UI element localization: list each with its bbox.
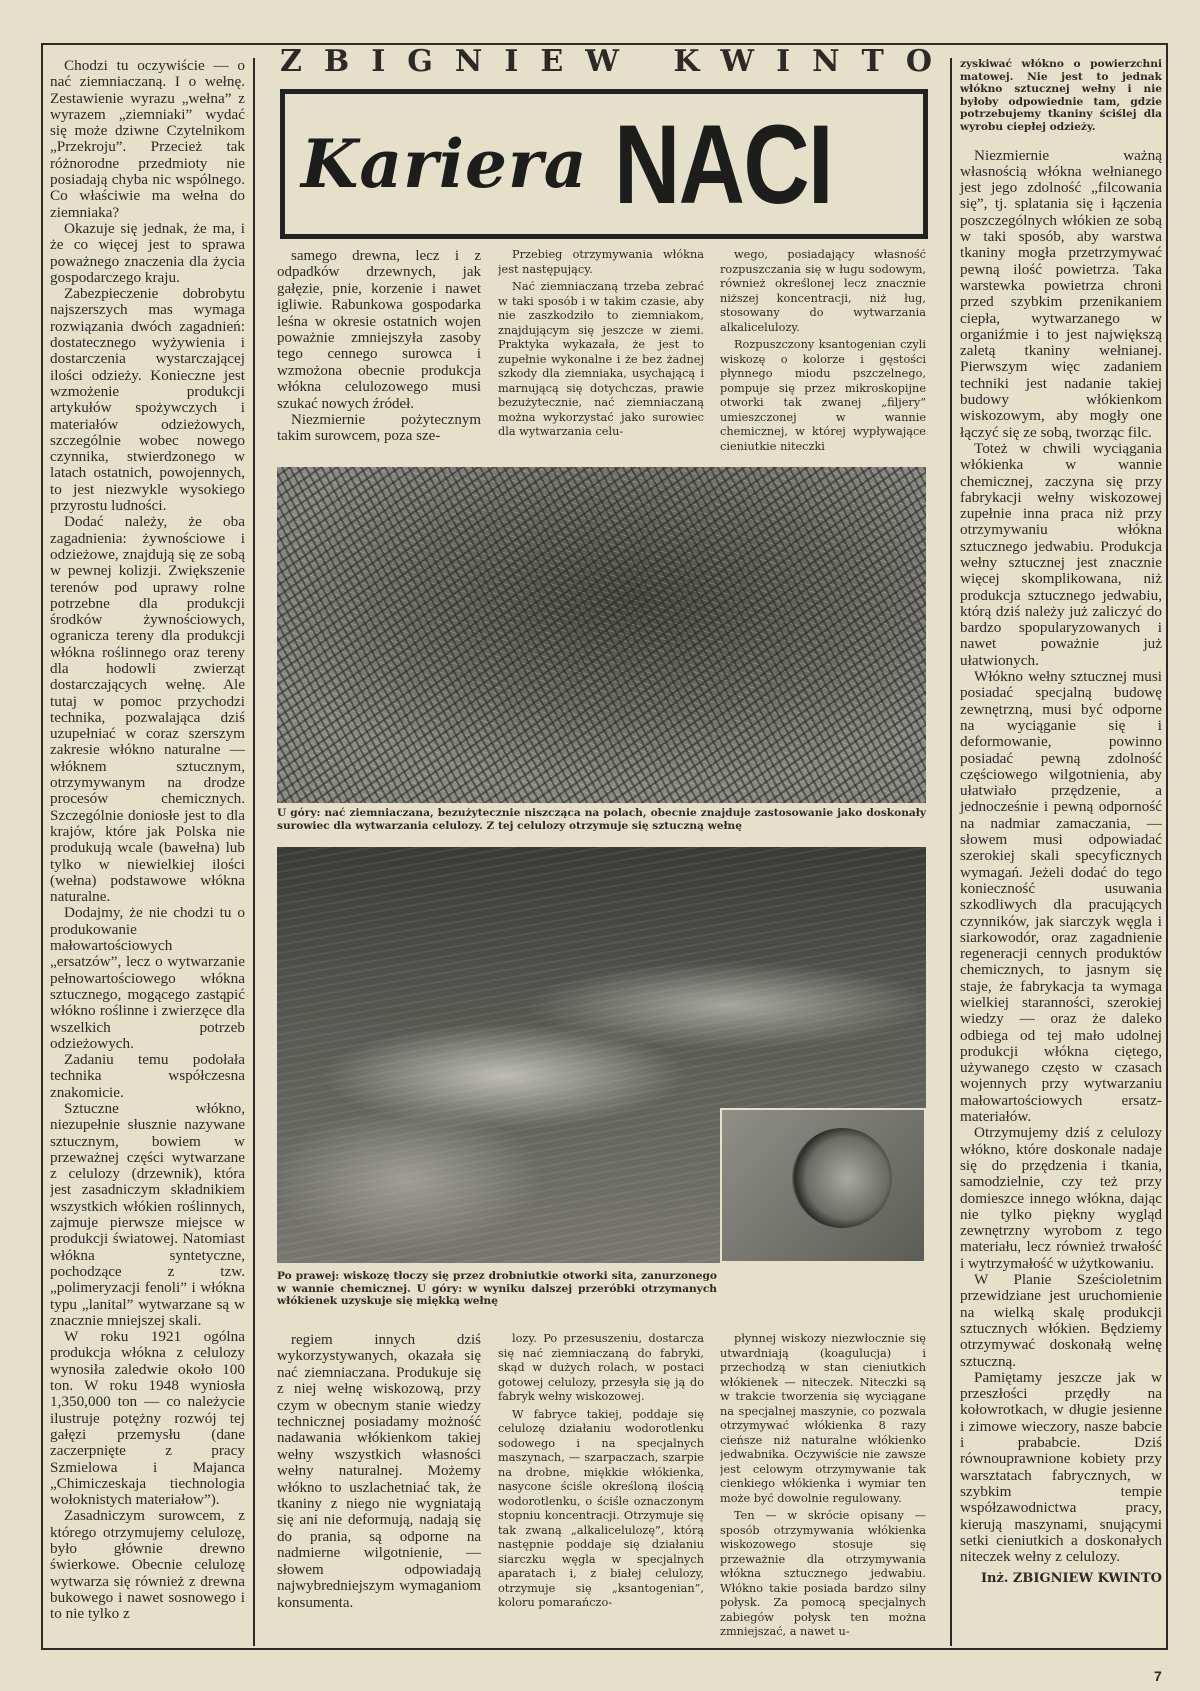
paragraph: Dodajmy, że nie chodzi tu o produkowanie małowartościowych „ersatzów”, lecz o wytwarzanie pełnowartościowego włókna sztucznego, mogącego zastąpić włókno roślinne i zwierzęce dla wszelkich potrzeb odzieżowych. <box>50 904 245 1052</box>
paragraph: Sztuczne włókno, niezupełnie słusznie nazywane sztucznym, bowiem w przeważnej części wytwarzane z celulozy (drzewnik), która jest zasadniczym składnikiem wszystkich włókien roślinnych, zajmuje pierwsze miejsce w produkcji światowej. Natomiast włókna syntetyczne, pochodzące z tzw. „polimeryzacji fenoli” i włókna typu „lanital” wytwarzane są w znacznie mniejszej skali. <box>50 1100 245 1329</box>
signature: Inż. ZBIGNIEW KWINTO <box>980 1571 1162 1587</box>
paragraph: Zasadniczym surowcem, z którego otrzymujemy celulozę, było głównie drewno świerkowe. Obecnie celulozę wytwarza się również z drewna bukowego i nawet sosnowego i to nie tylko z <box>50 1507 245 1623</box>
middle-top-column-2 <box>498 248 704 460</box>
middle-top-column-1 <box>277 248 481 460</box>
paragraph: wego, posiadający własność rozpuszczania się w ługu sodowym, również określonej lecz znacznie niższej koncentracji, niż ług, stosowany do wytwarzania alkalicelulozy. <box>720 248 926 334</box>
title-word-kariera: Kariera <box>301 125 588 203</box>
paragraph: Nać ziemniaczaną trzeba zebrać w taki sposób i w takim czasie, aby nie zaszkodziło to ziemniakom, znajdującym się jeszcze w ziemi. Praktyka wykazała, że jest to zupełnie wykonalne i że bez żadnej szkody dla ziemniaka, usychającą i marnującą się dotychczas, prawie bezużytecznie, nać ziemniaczaną można wykorzystać jako surowiec dla wytwarzania celu- <box>498 280 704 438</box>
paragraph: Chodzi tu oczywiście — o nać ziemniaczaną. I o wełnę. Zestawienie wyrazu „wełna” z wyrazem „ziemniaki” wydać się może dziwne Czytelnikom „Przekroju”. Przecież tak różnorodne przedmioty nie posiadają chyba nic wspólnego. Co właściwie ma wełna do ziemniaka? <box>50 58 245 221</box>
title-word-naci: NACI <box>613 101 832 227</box>
paragraph: Toteż w chwili wyciągania włókienka w wannie chemicznej, zaczyna się przy fabrykacji wełny wiskozowej zupełnie inna praca niż przy otrzymywaniu włókna sztucznego jedwabiu. Produkcja wełny sztucznej jest znacznie więcej skomplikowana, niż produkcja sztucznego jedwabiu, którą dziś należy już zaliczyć do bardzo spopularyzowanych i nawet poważnie już ułatwionych. <box>960 439 1162 669</box>
paragraph: Przebieg otrzymywania włókna jest następujący. <box>498 248 704 276</box>
paragraph: Ten — w skrócie opisany — sposób otrzymywania włókienka wiskozowego stosuje się przeważnie dla otrzymywania włókna sztucznego jedwabiu. Włókno takie posiada bardzo silny połysk. Za pomocą specjalnych zabiegów połysk ten można zmniejszać, a nawet u- <box>720 1509 926 1638</box>
right-lead-paragraph: zyskiwać włókno o powierzchni matowej. Nie jest to jednak włókno sztucznej wełny i nie byłoby odpowiednie tam, gdzie potrzebujemy tkaniny ściślej dla wyrobu ciepłej odzieży. <box>960 58 1162 133</box>
paragraph: samego drewna, lecz i z odpadków drzewnych, jak gałęzie, pnie, korzenie i nawet igliwie. Rabunkowa gospodarka leśna w okresie ostatnich wojen poważnie zmniejszyła zasoby tego cennego surowca i wzmożona obecnie produkcja włókna celulozowego musi szukać nowych źródeł. <box>277 248 481 412</box>
right-column <box>950 58 1162 1646</box>
middle-bottom-column-3 <box>720 1332 926 1644</box>
paragraph: Włókno wełny sztucznej musi posiadać specjalną budowę zewnętrzną, musi być odporne na wyciąganie się i deformowanie, powinno posiadać pewną zdolność częściowego wilgotnienia, aby ułatwiało przędzenie, a jednocześnie i pewną odporność na nadmiar zamaczania, — słowem musi odpowiadać szerokiej skali specyficznych wymagań. Jeżeli dodać do tego konieczność usuwania szkodliwych dla pracujących czynników, jak siarczyk węgla i siarkowodór, oraz zagadnienie regeneracji cennych produktów chemicznych, to jasnym się staje, że fabrykacja ta wymaga wielkiej staranności, szerokiej wiedzy — oraz że daleko odbiega od tej mało udolnej produkcji włókna ciętego, używanego często w czasach wojennych przy wytwarzaniu małowartościowych ersatz-materiałów. <box>960 668 1162 1126</box>
page-number: 7 <box>1154 1668 1162 1684</box>
paragraph: płynnej wiskozy niezwłocznie się utwardniają (koagulucja) i przechodzą w stan cieniutkich włókienek — niteczek. Niteczki są w trakcie tworzenia się wyciągane na specjalnej maszynie, co pozwala otrzymywać włókienka 8 razy cieńsze niż naturalne włókienko jedwabnika. Oczywiście nie zawsze jest celowym otrzymywanie tak cienkiego włókienka i wymiar ten może być dowolnie regulowany. <box>720 1332 926 1505</box>
paragraph: Okazuje się jednak, że ma, i że co więcej jest to sprawa poważnego znaczenia dla życia gospodarczego kraju. <box>50 219 245 286</box>
left-column <box>50 58 255 1646</box>
paragraph: Zabezpieczenie dobrobytu najszerszych mas wymaga rozwiązania dwóch zagadnień: dostatecznego wyżywienia i dostarczenia wystarczającej ilości odzieży. Konieczne jest wzmożenie produkcji artykułów spożywczych i materiałów odzieżowych, szczególnie wobec nowego czynnika, stwierdzonego w latach ostatnich, powojennych, to jest niezwykle wysokiego przyrostu ludności. <box>50 285 245 515</box>
spinneret-disc <box>792 1128 892 1228</box>
photo-spinneret-inset <box>720 1108 926 1263</box>
paragraph: Dodać należy, że oba zagadnienia: żywnościowe i odzieżowe, znajdują się ze sobą w pewnej kolizji. Zwiększenie terenów pod uprawy rolne potrzebne dla produkcji środków żywnościowych, ogranicza tereny dla produkcji włókna roślinnego oraz tereny dla hodowli zwierząt dostarczających wełnę. Ale tutaj w pomoc przychodzi technika, pozwalająca dziś uzupełniać w coraz szerszym zakresie włókno naturalne — włóknem sztucznym, otrzymywanym na drodze procesów chemicznych. Szczególnie doniosłe jest to dla krajów, które jak Polska nie produkują wcale (bawełna) lub tylko w niewielkiej ilości (wełna) podstawowe włókna naturalne. <box>50 513 245 906</box>
author-byline: ZBIGNIEW KWINTO <box>280 44 954 79</box>
middle-top-column-3 <box>720 248 926 460</box>
paragraph: Otrzymujemy dziś z celulozy włókno, które doskonale nadaje się do przędzenia i tkania, samodzielnie, czy też przy domieszce innego włókna, dając nie tylko piękny wygląd zewnętrzny wyrobom z tego materiału, lecz również trwałość i wytrzymałość w użytkowaniu. <box>960 1124 1162 1272</box>
photo-potato-haulm <box>277 467 926 803</box>
paragraph: Rozpuszczony ksantogenian czyli wiskozę o kolorze i gęstości płynnego miodu pszczelnego, pompuje się przez mikroskopijne otworki tak zwanej „filjery” umieszczonej w wannie chemicznej, w której wypływające cieniutkie niteczki <box>720 338 926 453</box>
right-paragraphs <box>960 148 1162 1566</box>
paragraph: Niezmiernie ważną własnością włókna wełnianego jest jego zdolność „filcowania się”, tj. splatania się i łączenia poszczególnych włókien ze sobą w taki sposób, aby warstwa tkaniny mogła przetrzymywać pewną ilość powietrza. Taka warstewka powietrza chroni przed szybkim przenikaniem ciepła, wytwarzanego w organiźmie i to jest największą zaletą tkaniny wełnianej. Pierwszym więc zadaniem techniki jest nadanie takiej budowy włókienkom wiskozowym, aby mogły one łączyć się ze sobą, tworząc filc. <box>960 146 1162 441</box>
middle-bottom-column-1 <box>277 1332 481 1644</box>
paragraph: Pamiętamy jeszcze jak w przeszłości przędły na kołowrotkach, w długie jesienne i zimowe wieczory, nasze babcie i prababcie. Dziś równouprawnione kobiety przy warsztatach fabrycznych, w szybkim tempie współzawodnictwa pracy, kierują maszynami, snującymi setki cieniutkich a doskonałych niteczek wełny z celulozy. <box>960 1368 1162 1566</box>
photo-caption-1: U góry: nać ziemniaczana, bezużytecznie niszcząca na polach, obecnie znajduje zastosowanie jako doskonały surowiec dla wytwarzania celulozy. Z tej celulozy otrzymuje się sztuczną wełnę <box>277 807 926 832</box>
photo-caption-2: Po prawej: wiskozę tłoczy się przez drobniutkie otworki sita, zanurzonego w wannie chemicznej. U góry: w wyniku dalszej przeróbki otrzymanych włókienek uzyskuje się miękką wełnę <box>277 1270 717 1308</box>
paragraph: W fabryce takiej, poddaje się celulozę działaniu wodorotlenku sodowego i na specjalnych maszynach, — szarpaczach, szarpie na drobne, miękkie włókienka, nasycone ściśle określoną ilością wodorotlenku, o ściśle oznaczonym stopniu koncentracji. Otrzymuje się tak zwaną „alkalicelulozę”, którą następnie poddaje się działaniu siarczku węgla w specjalnych aparatach i, z białej celulozy, otrzymuje się „ksantogenian”, koloru pomarańczo- <box>498 1407 704 1609</box>
article-title <box>280 89 928 239</box>
paragraph: regiem innych dziś wykorzystywanych, okazała się nać ziemniaczana. Produkuje się z niej wełnę wiskozową, przy czym w obecnym stanie wiedzy technicznej posiadamy możność nadawania włókienkom takiej wełny wszystkich własności wełny naturalnej. Możemy włókno to uszlachetniać tak, że tkaniny z niego nie wygniatają się ani nie deformują, nadają się do prania, są odporne na nadmierne wilgotnienie, — słowem odpowiadają najwybredniejszym wymaganiom konsumenta. <box>277 1332 481 1611</box>
paragraph: W Planie Sześcioletnim przewidziane jest uruchomienie na wielką skalę produkcji sztucznych włókien. Będziemy otrzymywać doskonałą wełnę sztuczną. <box>960 1271 1162 1370</box>
paragraph: Niezmiernie pożytecznym takim surowcem, poza sze- <box>277 412 481 445</box>
middle-bottom-column-2 <box>498 1332 704 1644</box>
paragraph: Zadaniu temu podołała technika współczesna znakomicie. <box>50 1051 245 1101</box>
paragraph: lozy. Po przesuszeniu, dostarcza się nać ziemniaczaną do fabryki, skąd w dużych rolach, w postaci gotowej celulozy, przesyła się ją do fabryk wełny wiskozowej. <box>498 1332 704 1403</box>
paragraph: W roku 1921 ogólna produkcja włókna z celulozy wynosiła zaledwie około 100 ton. W roku 1948 wyniosła 1,350,000 ton — co należycie ilustruje potężny rozwój tej gałęzi przemysłu (dane zaczerpnięte z pracy Szmielowa i Majanca „Chimiczeskaja tiechnologia wołoknistych materiałow”). <box>50 1328 245 1509</box>
